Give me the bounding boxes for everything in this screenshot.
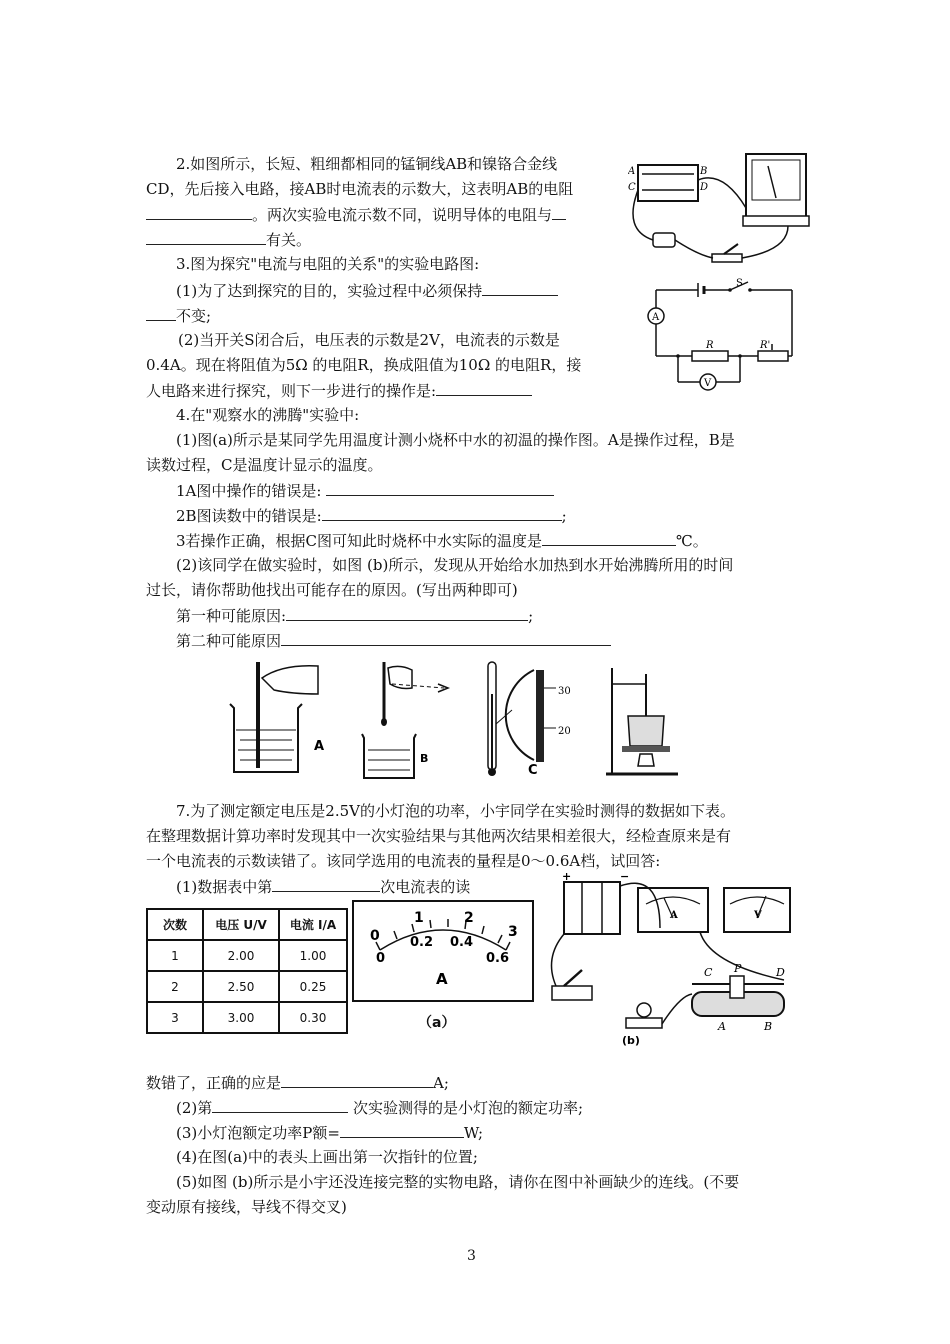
meter-small-tick: 0.4: [450, 935, 474, 950]
q3-line4: (2)当开关S闭合后，电压表的示数是2V，电流表的示数是: [178, 331, 560, 349]
physical-circuit-b[interactable]: [540, 868, 818, 1050]
blank[interactable]: [482, 280, 558, 296]
fig4-label-c: C: [528, 763, 538, 778]
fig-b-label-p: P: [734, 962, 742, 975]
table-cell: 2: [147, 971, 203, 1002]
fig-b-ammeter-label: A: [670, 910, 678, 921]
meter-unit: A: [436, 970, 448, 988]
q2-line3: 。两次实验电流示数不同，说明导体的电阻与: [146, 204, 566, 225]
table-header: 次数: [147, 909, 203, 940]
table-cell: 2.00: [203, 940, 279, 971]
q7-line9: (5)如图 (b)所示是小宇还没连接完整的实物电路，请你在图中补画缺少的连线。(不要: [176, 1173, 740, 1191]
blank[interactable]: [436, 380, 532, 396]
meter-big-tick: 1: [414, 910, 424, 926]
page-number: 3: [467, 1248, 476, 1264]
blank[interactable]: [281, 630, 611, 646]
q3-line6: 人电路来进行探究，则下一步进行的操作是:: [146, 380, 532, 401]
meter-big-tick: 0: [370, 928, 380, 944]
svg-text:+: +: [562, 870, 572, 883]
q4-line9: 第一种可能原因: ;: [176, 607, 534, 625]
q7-line7: (3)小灯泡额定功率P额= W;: [176, 1124, 484, 1142]
fig-b-caption: (b): [622, 1034, 640, 1047]
table-row: [147, 971, 347, 1002]
blank[interactable]: [286, 605, 528, 621]
q4-line5: 2B图读数中的错误是: ;: [176, 507, 567, 525]
blank[interactable]: [542, 530, 676, 546]
blank[interactable]: [272, 876, 380, 892]
meter-big-tick: 2: [464, 910, 474, 926]
table-row: [147, 940, 347, 971]
fig-b-label-d: D: [776, 966, 785, 979]
fig-b-label-c: C: [704, 966, 713, 979]
blank[interactable]: [146, 229, 266, 245]
blank[interactable]: [340, 1122, 464, 1138]
blank[interactable]: [212, 1097, 348, 1113]
q2-line4: 有关。: [146, 229, 311, 250]
fig-b-voltmeter-label: V: [754, 910, 762, 921]
q4-line4: 1A图中操作的错误是:: [176, 480, 554, 501]
q4-line3: 读数过程，C是温度计显示的温度。: [146, 456, 383, 474]
meter-big-tick: 3: [508, 924, 518, 940]
table-cell: 1.00: [279, 940, 347, 971]
fig-b-label-a: A: [718, 1020, 726, 1033]
blank[interactable]: [326, 480, 554, 496]
svg-text:−: −: [620, 870, 630, 883]
q3-line1: 3.图为探究"电流与电阻的关系"的实验电路图:: [176, 255, 480, 273]
fig4-tick-30: 30: [558, 686, 571, 697]
q2-line2: CD，先后接入电路，接AB时电流表的示数大，这表明AB的电阻: [146, 180, 574, 198]
fig2-label-a: A: [628, 166, 636, 177]
q4-line7: (2)该同学在做实验时，如图 (b)所示，发现从开始给水加热到水开始沸腾所用的时间: [176, 556, 734, 574]
fig2-label-c: C: [628, 182, 636, 193]
q3-line2: (1)为了达到探究的目的，实验过程中必须保持: [176, 280, 558, 301]
table-header: 电压 U/V: [203, 909, 279, 940]
circuit-label-r: R: [706, 340, 714, 351]
q4-line10: 第二种可能原因: [176, 630, 611, 651]
fig2-label-d: D: [700, 182, 709, 193]
circuit-diagram: [640, 278, 800, 393]
fig-b-label-b: B: [764, 1020, 773, 1033]
table-cell: 0.25: [279, 971, 347, 1002]
q7-line10: 变动原有接线，导线不得交叉): [146, 1198, 347, 1216]
q7-line5: 数错了，正确的应是 A;: [146, 1074, 449, 1092]
circuit-label-a: A: [652, 312, 660, 323]
blank[interactable]: [146, 305, 176, 321]
q4-line6: 3若操作正确，根据C图可知此时烧杯中水实际的温度是 ℃。: [176, 532, 708, 550]
meter-small-tick: 0: [376, 951, 386, 966]
table-cell: 1: [147, 940, 203, 971]
meter-small-tick: 0.6: [486, 951, 510, 966]
fig4-tick-20: 20: [558, 726, 571, 737]
table-cell: 0.30: [279, 1002, 347, 1033]
q7-line8: (4)在图(a)中的表头上画出第一次指针的位置;: [176, 1148, 478, 1166]
thermometer-figure: [222, 654, 692, 784]
blank[interactable]: [322, 505, 562, 521]
resistance-apparatus-figure: [628, 150, 818, 275]
fig4-label-a: A: [314, 739, 325, 754]
figure-a-caption: （a）: [418, 1015, 456, 1031]
table-cell: 2.50: [203, 971, 279, 1002]
blank[interactable]: [552, 204, 566, 220]
q7-line4: (1)数据表中第 次电流表的读: [176, 878, 471, 896]
q7-line3: 一个电流表的示数读错了。该同学选用的电流表的量程是0～0.6A档，试回答:: [146, 852, 661, 870]
table-cell: 3.00: [203, 1002, 279, 1033]
q7-line6: (2)第 次实验测得的是小灯泡的额定功率;: [176, 1099, 584, 1117]
table-header: 电流 I/A: [279, 909, 347, 940]
q4-line8: 过长，请你帮助他找出可能存在的原因。(写出两种即可): [146, 581, 518, 599]
table-row: [147, 1002, 347, 1033]
fig2-label-b: B: [700, 166, 708, 177]
ammeter-face-a[interactable]: [352, 900, 534, 1002]
q7-line1: 7.为了测定额定电压是2.5V的小灯泡的功率，小宇同学在实验时测得的数据如下表。: [176, 802, 736, 820]
blank[interactable]: [281, 1072, 433, 1088]
circuit-label-r2: R': [760, 340, 771, 351]
q3-line3: 不变;: [146, 305, 211, 326]
table-cell: 3: [147, 1002, 203, 1033]
meter-small-tick: 0.2: [410, 935, 434, 950]
fig4-label-b: B: [420, 752, 429, 765]
q7-line2: 在整理数据计算功率时发现其中一次实验结果与其他两次结果相差很大，经检查原来是有: [146, 827, 732, 845]
q4-line1: 4.在"观察水的沸腾"实验中:: [176, 406, 360, 424]
q4-line2: (1)图(a)所示是某同学先用温度计测小烧杯中水的初温的操作图。A是操作过程，B是: [176, 431, 735, 449]
circuit-label-v: V: [704, 378, 712, 389]
data-table: [146, 908, 348, 1034]
q3-line5: 0.4A。现在将阻值为5Ω 的电阻R，换成阻值为10Ω 的电阻R，接: [146, 356, 582, 374]
circuit-label-s: S: [736, 278, 743, 289]
q2-line1: 2.如图所示，长短、粗细都相同的锰铜线AB和镍铬合金线: [176, 155, 558, 173]
blank[interactable]: [146, 204, 252, 220]
